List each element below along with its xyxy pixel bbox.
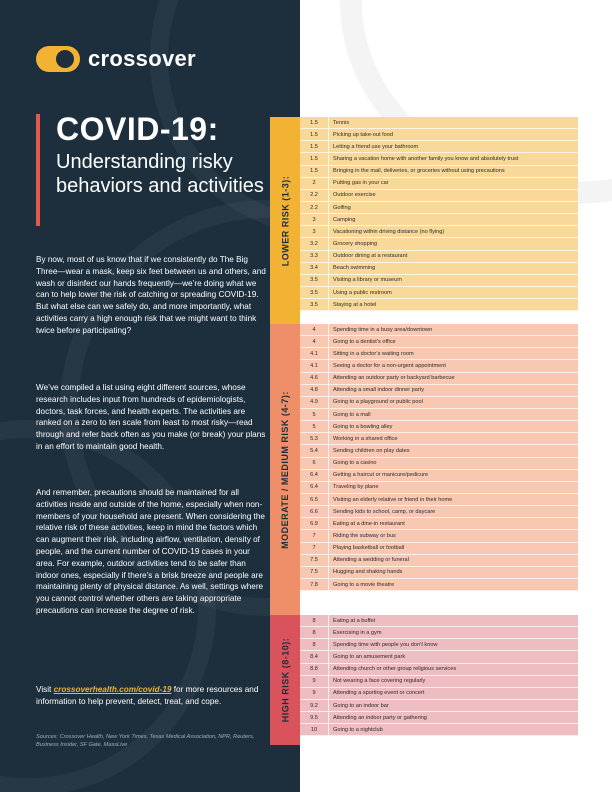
activity-name: Bringing in the mail, deliveries, or groceries without using precautions xyxy=(328,166,505,177)
risk-score: 7.8 xyxy=(310,581,318,588)
risk-score: 8.4 xyxy=(310,653,318,660)
table-row xyxy=(300,385,578,397)
risk-score: 4.1 xyxy=(310,350,318,357)
activity-name: Using a public restroom xyxy=(328,287,392,298)
visit-suffix: for more resources and information to help prevent, detect, treat, and cope. xyxy=(36,685,259,706)
table-row xyxy=(300,336,578,348)
table-row xyxy=(300,421,578,433)
activity-name: Camping xyxy=(328,214,355,225)
table-row xyxy=(300,494,578,506)
table-row xyxy=(300,409,578,421)
risk-score: 9.2 xyxy=(310,702,318,709)
activity-name: Attending a sporting event or concert xyxy=(328,688,424,699)
table-row xyxy=(300,567,578,579)
risk-band-label: MODERATE / MEDIUM RISK (4-7): xyxy=(280,390,290,549)
table-row xyxy=(300,506,578,518)
activity-name: Hugging and shaking hands xyxy=(328,567,402,578)
risk-score: 3.2 xyxy=(310,240,318,247)
table-row xyxy=(300,712,578,724)
activity-name: Visiting an elderly relative or friend in their home xyxy=(328,494,452,505)
table-row xyxy=(300,639,578,651)
risk-score: 4.1 xyxy=(310,362,318,369)
risk-score: 4 xyxy=(312,338,316,345)
risk-score: 8 xyxy=(312,629,316,636)
activity-name: Going to a playground or public pool xyxy=(328,397,423,408)
activity-name: Attending a wedding or funeral xyxy=(328,555,409,566)
title-block xyxy=(56,112,296,198)
resource-link[interactable]: crossoverhealth.com/covid-19 xyxy=(53,685,172,694)
crossover-logo-icon xyxy=(36,46,80,72)
activity-name: Attending an indoor party or gathering xyxy=(328,712,427,723)
activity-name: Riding the subway or bus xyxy=(328,530,396,541)
activity-name: Visiting a library or museum xyxy=(328,275,402,286)
table-row xyxy=(300,117,578,129)
activity-name: Going to an amusement park xyxy=(328,651,405,662)
risk-score: 7.5 xyxy=(310,569,318,576)
high-risk-section xyxy=(270,615,578,745)
table-row xyxy=(300,579,578,591)
risk-score: 1.5 xyxy=(310,131,318,138)
risk-score: 4.9 xyxy=(310,399,318,406)
risk-score: 8 xyxy=(312,617,316,624)
risk-score: 2 xyxy=(312,180,316,187)
risk-score: 6.4 xyxy=(310,472,318,479)
method-paragraph: We’ve compiled a list using eight different sources, whose research includes input from hundreds of epidemiologists, doctors, task forces, and health experts. The activities are ranked on a zero to ten scale from least to most risky—read through and refer back often as you make (or break) your plans in an effort to maintain good health. xyxy=(36,383,266,451)
table-row xyxy=(300,373,578,385)
activity-name: Sending kids to school, camp, or daycare xyxy=(328,506,435,517)
activity-name: Sharing a vacation home with another family you know and absolutely trust xyxy=(328,153,518,164)
risk-score: 6.5 xyxy=(310,496,318,503)
table-row xyxy=(300,348,578,360)
sources-note: Sources: Crossover Health, New York Times, Texas Medical Association, NPR, Reuters, Business Insider, SF Gate, MassLive xyxy=(36,734,255,748)
activity-name: Attending a small indoor dinner party xyxy=(328,385,424,396)
left-panel xyxy=(0,0,300,792)
table-row xyxy=(300,275,578,287)
table-row xyxy=(300,324,578,336)
activity-name: Playing basketball or football xyxy=(328,543,404,554)
activity-name: Picking up take-out food xyxy=(328,129,393,140)
risk-score: 7 xyxy=(312,532,316,539)
activity-name: Going to a nightclub xyxy=(328,724,383,735)
risk-score: 5 xyxy=(312,411,316,418)
risk-score: 5.4 xyxy=(310,447,318,454)
table-row xyxy=(300,651,578,663)
table-row xyxy=(300,190,578,202)
risk-score: 9 xyxy=(312,690,316,697)
risk-score: 4.8 xyxy=(310,387,318,394)
table-row xyxy=(300,202,578,214)
table-row xyxy=(300,676,578,688)
table-row xyxy=(300,238,578,250)
brand-logo xyxy=(36,46,196,72)
risk-score: 6 xyxy=(312,460,316,467)
table-row xyxy=(300,688,578,700)
table-row xyxy=(300,724,578,736)
risk-score: 8.8 xyxy=(310,666,318,673)
activity-name: Beach swimming xyxy=(328,263,375,274)
risk-score: 3.4 xyxy=(310,265,318,272)
table-row xyxy=(300,263,578,275)
risk-score: 2.2 xyxy=(310,204,318,211)
risk-score: 3 xyxy=(312,228,316,235)
activity-name: Going to a casino xyxy=(328,458,377,469)
risk-score: 6.4 xyxy=(310,484,318,491)
risk-band-label: LOWER RISK (1-3): xyxy=(280,175,290,266)
table-row xyxy=(300,700,578,712)
moderate-risk-section xyxy=(270,324,578,615)
activity-name: Spending time with people you don’t know xyxy=(328,639,437,650)
risk-table xyxy=(300,117,578,311)
risk-score: 10 xyxy=(310,726,318,733)
risk-table xyxy=(300,615,578,736)
activity-name: Going to a movie theatre xyxy=(328,579,394,590)
risk-score: 3.5 xyxy=(310,289,318,296)
lower-risk-section xyxy=(270,117,578,324)
risk-score: 4.6 xyxy=(310,375,318,382)
table-row xyxy=(300,360,578,372)
table-row xyxy=(300,518,578,530)
table-row xyxy=(300,543,578,555)
risk-band xyxy=(270,324,300,615)
risk-score: 3.5 xyxy=(310,277,318,284)
activity-name: Vacationing within driving distance (no flying) xyxy=(328,226,444,237)
activity-name: Eating at a buffet xyxy=(328,615,375,626)
risk-score: 9.5 xyxy=(310,714,318,721)
risk-table xyxy=(300,324,578,591)
table-row xyxy=(300,445,578,457)
risk-score: 7 xyxy=(312,545,316,552)
table-row xyxy=(300,251,578,263)
activity-name: Sitting in a doctor’s waiting room xyxy=(328,348,414,359)
activity-name: Spending time in a busy area/downtown xyxy=(328,324,432,335)
activity-name: Eating at a dine-in restaurant xyxy=(328,518,405,529)
activity-name: Seeing a doctor for a non-urgent appointment xyxy=(328,360,446,371)
risk-score: 5 xyxy=(312,423,316,430)
table-row xyxy=(300,129,578,141)
activity-name: Tennis xyxy=(328,117,349,128)
table-row xyxy=(300,397,578,409)
table-row xyxy=(300,287,578,299)
table-row xyxy=(300,530,578,542)
risk-score: 3 xyxy=(312,216,316,223)
activity-name: Going to a mall xyxy=(328,409,371,420)
activity-name: Golfing xyxy=(328,202,351,213)
risk-score: 8 xyxy=(312,641,316,648)
activity-name: Staying at a hotel xyxy=(328,299,376,310)
table-row xyxy=(300,178,578,190)
table-row xyxy=(300,470,578,482)
activity-name: Attending church or other group religious services xyxy=(328,664,456,675)
activity-name: Exercising in a gym xyxy=(328,627,382,638)
page-subtitle: Understanding risky behaviors and activities xyxy=(56,151,264,197)
activity-name: Sending children on play dates xyxy=(328,445,410,456)
activity-name: Not wearing a face covering regularly xyxy=(328,676,425,687)
table-row xyxy=(300,555,578,567)
table-row xyxy=(300,153,578,165)
risk-band xyxy=(270,117,300,324)
table-row xyxy=(300,482,578,494)
page-title: COVID-19: xyxy=(56,111,219,147)
title-accent-bar xyxy=(36,114,40,226)
risk-score: 1.5 xyxy=(310,168,318,175)
table-row xyxy=(300,166,578,178)
table-row xyxy=(300,664,578,676)
activity-name: Outdoor exercise xyxy=(328,190,376,201)
risk-score: 3.5 xyxy=(310,301,318,308)
activity-name: Going to a bowling alley xyxy=(328,421,392,432)
table-row xyxy=(300,627,578,639)
risk-score: 9 xyxy=(312,678,316,685)
visit-paragraph xyxy=(36,684,268,708)
risk-score: 1.5 xyxy=(310,119,318,126)
risk-score: 1.5 xyxy=(310,155,318,162)
activity-name: Getting a haircut or manicure/pedicure xyxy=(328,470,428,481)
table-row xyxy=(300,299,578,311)
activity-name: Outdoor dining at a restaurant xyxy=(328,251,407,262)
table-row xyxy=(300,458,578,470)
risk-band-label: HIGH RISK (8-10): xyxy=(280,637,291,723)
intro-paragraph: By now, most of us know that if we consistently do The Big Three—wear a mask, keep six feet between us and others, and wash or disinfect our hands frequently—we’re doing what we can to help lower the risk of catching or spreading COVID-19. But what else can we safely do, and more importantly, what activities carry a high enough risk that we might want to think twice before participating? xyxy=(36,255,266,335)
activity-name: Traveling by plane xyxy=(328,482,379,493)
activity-name: Going to an indoor bar xyxy=(328,700,389,711)
table-row xyxy=(300,141,578,153)
risk-score: 7.5 xyxy=(310,557,318,564)
risk-score: 2.2 xyxy=(310,192,318,199)
table-row xyxy=(300,433,578,445)
risk-score: 4 xyxy=(312,326,316,333)
activity-name: Going to a dentist’s office xyxy=(328,336,396,347)
table-row xyxy=(300,615,578,627)
table-row xyxy=(300,214,578,226)
activity-name: Attending an outdoor party or backyard barbecue xyxy=(328,373,455,384)
precautions-paragraph: And remember, precautions should be maintained for all activities inside and outside of the home, especially when non-members of your household are present. When considering the relative risk of these activities, keep in mind the factors which can augment their risk, including airflow, ventilation, density of people, and the current number of COVID-19 cases in your area. For example, outdoor activities tend to be safer than indoor ones, especially if there’s a brisk breeze and people are maintaining plenty of physical distance. As well, settings where you cannot control whether others are taking appropriate precautions can increase the degree of risk. xyxy=(36,488,265,615)
activity-name: Working in a shared office xyxy=(328,433,397,444)
risk-score: 5.3 xyxy=(310,435,318,442)
risk-score: 1.5 xyxy=(310,143,318,150)
activity-name: Putting gas in your car xyxy=(328,178,389,189)
risk-score: 6.6 xyxy=(310,508,318,515)
activity-name: Letting a friend use your bathroom xyxy=(328,141,418,152)
brand-name: crossover xyxy=(88,46,196,71)
activity-name: Grocery shopping xyxy=(328,238,377,249)
risk-score: 6.9 xyxy=(310,520,318,527)
risk-score: 3.3 xyxy=(310,253,318,260)
risk-band xyxy=(270,615,300,745)
visit-prefix: Visit xyxy=(36,685,54,694)
table-row xyxy=(300,226,578,238)
